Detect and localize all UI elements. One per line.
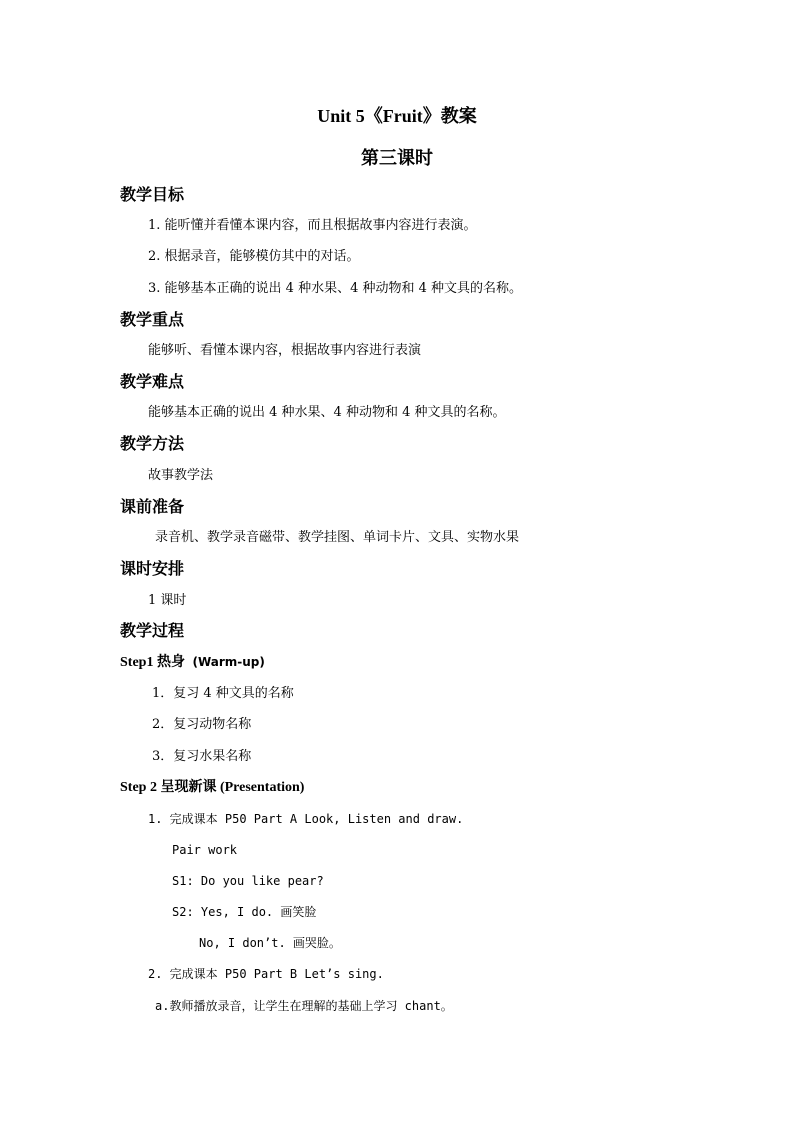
step1-tag: (Warm-up) xyxy=(192,655,265,669)
step2-item-2: 2. 完成课本 P50 Part B Let’s sing. xyxy=(148,967,384,981)
step1-item: 1．复习 4 种文具的名称 xyxy=(152,686,294,701)
step1-item: 2．复习动物名称 xyxy=(152,717,252,732)
preparation-text: 录音机、教学录音磁带、教学挂图、单词卡片、文具、实物水果 xyxy=(155,530,520,545)
objectives-heading: 教学目标 xyxy=(120,185,185,204)
objective-item: 2. 根据录音，能够模仿其中的对话。 xyxy=(148,249,360,264)
step1-heading xyxy=(120,655,265,672)
step2-item-1: 1. 完成课本 P50 Part A Look, Listen and draw. xyxy=(148,812,464,826)
difficulties-heading: 教学难点 xyxy=(120,372,185,391)
dialogue-s1: S1: Do you like pear? xyxy=(172,874,324,888)
step2-heading: Step 2 呈现新课 (Presentation) xyxy=(120,780,305,795)
methods-text: 故事教学法 xyxy=(148,468,214,483)
methods-heading: 教学方法 xyxy=(120,434,185,453)
step2-item-2a: a.教师播放录音，让学生在理解的基础上学习 chant。 xyxy=(155,999,453,1013)
dialogue-s2: S2: Yes, I do. 画笑脸 xyxy=(172,905,317,919)
pair-work-label: Pair work xyxy=(172,843,238,857)
document-title: Unit 5《Fruit》教案 xyxy=(317,106,477,126)
key-points-heading: 教学重点 xyxy=(120,310,185,329)
document-subtitle: 第三课时 xyxy=(361,148,433,168)
preparation-heading: 课前准备 xyxy=(120,497,185,516)
process-heading: 教学过程 xyxy=(120,621,185,640)
objective-item: 3. 能够基本正确的说出 4 种水果、4 种动物和 4 种文具的名称。 xyxy=(148,281,523,296)
schedule-text: 1 课时 xyxy=(148,593,187,608)
difficulties-text: 能够基本正确的说出 4 种水果、4 种动物和 4 种文具的名称。 xyxy=(148,405,506,420)
objective-item: 1. 能听懂并看懂本课内容，而且根据故事内容进行表演。 xyxy=(148,218,477,233)
step1-label: Step1 热身 xyxy=(120,655,185,670)
step1-item: 3．复习水果名称 xyxy=(152,749,252,764)
key-points-text: 能够听、看懂本课内容，根据故事内容进行表演 xyxy=(148,343,422,358)
dialogue-s2-alt: No, I don’t. 画哭脸。 xyxy=(199,936,341,950)
schedule-heading: 课时安排 xyxy=(120,559,185,578)
